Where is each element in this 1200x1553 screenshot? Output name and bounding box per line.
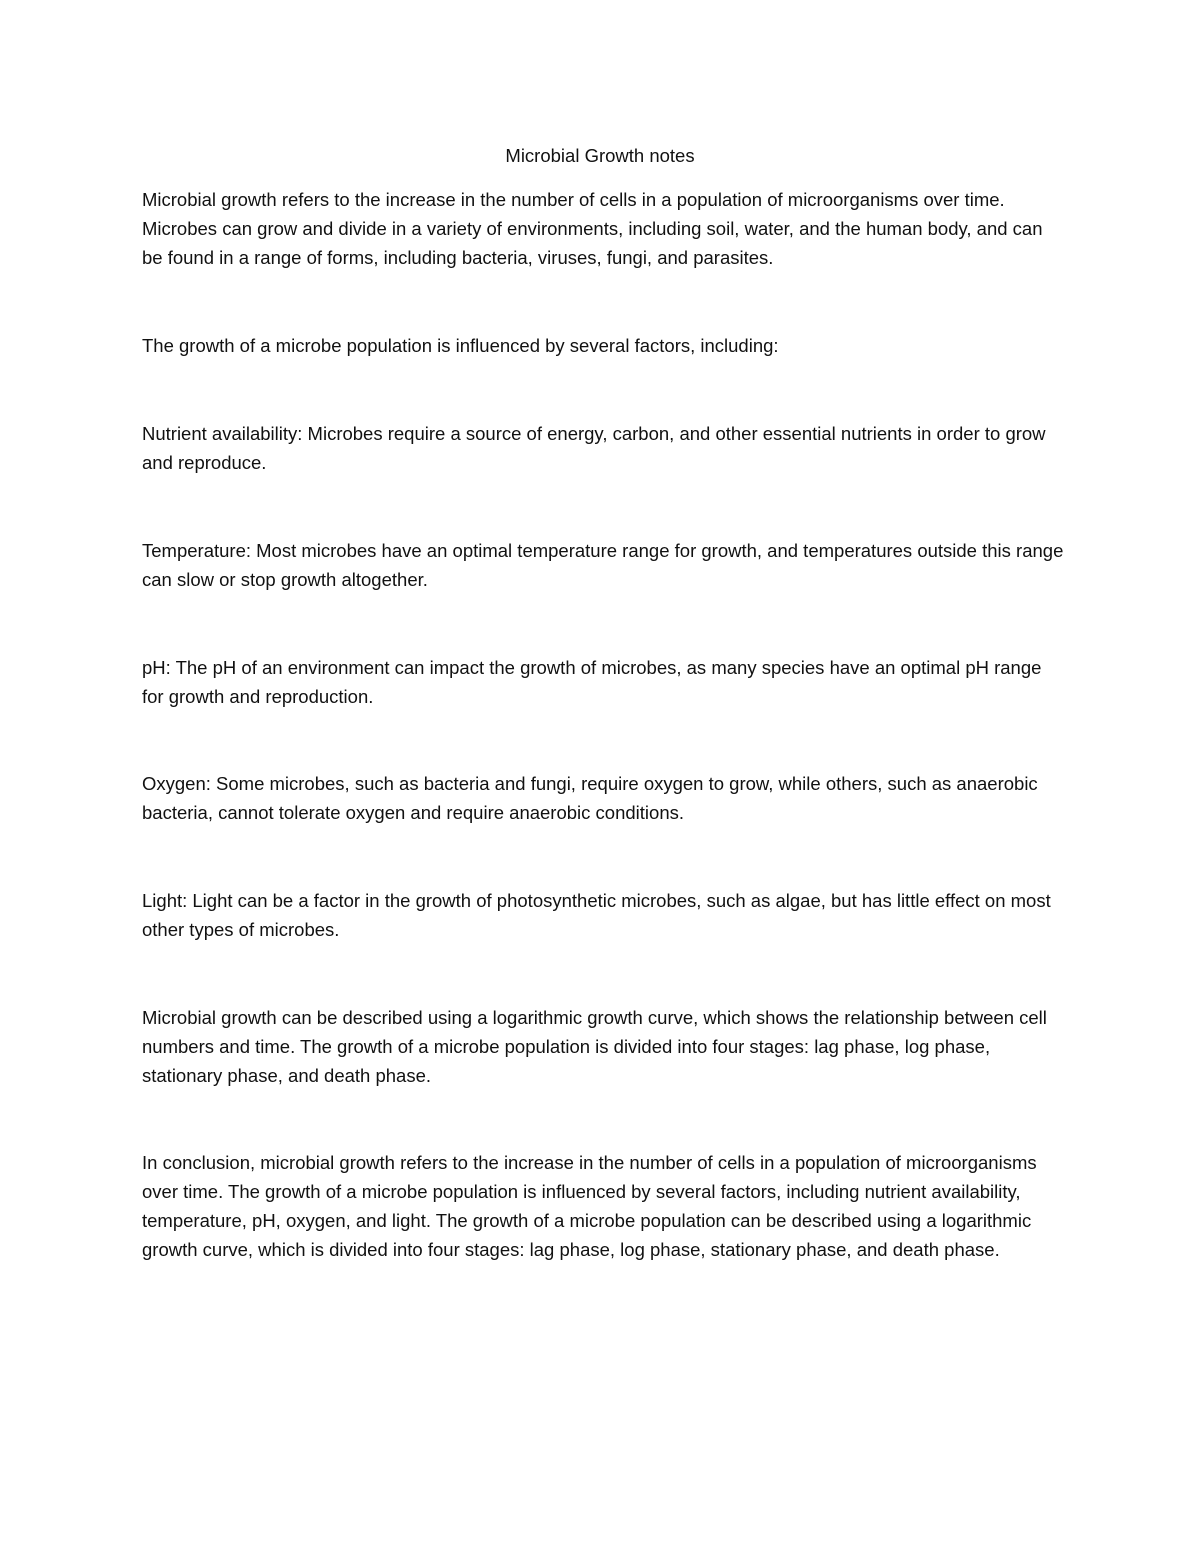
growth-curve-paragraph: Microbial growth can be described using a logarithmic growth curve, which shows the relationship between cell numbers and time. The growth of a microbe population is divided into four stages: lag phase, log phase, stationary phase, and death phase. xyxy=(142,1007,1047,1086)
ph-paragraph: pH: The pH of an environment can impact the growth of microbes, as many species have an optimal pH range for growth and reproduction. xyxy=(142,657,1042,707)
intro-paragraph: Microbial growth refers to the increase in the number of cells in a population of microorganisms over time. Microbes can grow and divide in a variety of environments, including soil, water, and the human body, and can be found in a range of forms, including bacteria, viruses, fungi, and parasites. xyxy=(142,189,1043,268)
conclusion-paragraph: In conclusion, microbial growth refers to the increase in the number of cells in a population of microorganisms over time. The growth of a microbe population is influenced by several factors, including nutrient availability, temperature, pH, oxygen, and light. The growth of a microbe population can be described using a logarithmic growth curve, which is divided into four stages: lag phase, log phase, stationary phase, and death phase. xyxy=(142,1152,1037,1260)
document-title: Microbial Growth notes xyxy=(505,145,695,166)
nutrient-paragraph: Nutrient availability: Microbes require a source of energy, carbon, and other essential nutrients in order to grow and reproduce. xyxy=(142,423,1046,473)
factors-intro-paragraph: The growth of a microbe population is influenced by several factors, including: xyxy=(142,335,779,356)
temperature-paragraph: Temperature: Most microbes have an optimal temperature range for growth, and temperatures outside this range can slow or stop growth altogether. xyxy=(142,540,1064,590)
oxygen-paragraph: Oxygen: Some microbes, such as bacteria and fungi, require oxygen to grow, while others, such as anaerobic bacteria, cannot tolerate oxygen and require anaerobic conditions. xyxy=(142,773,1038,823)
light-paragraph: Light: Light can be a factor in the growth of photosynthetic microbes, such as algae, but has little effect on most other types of microbes. xyxy=(142,890,1051,940)
